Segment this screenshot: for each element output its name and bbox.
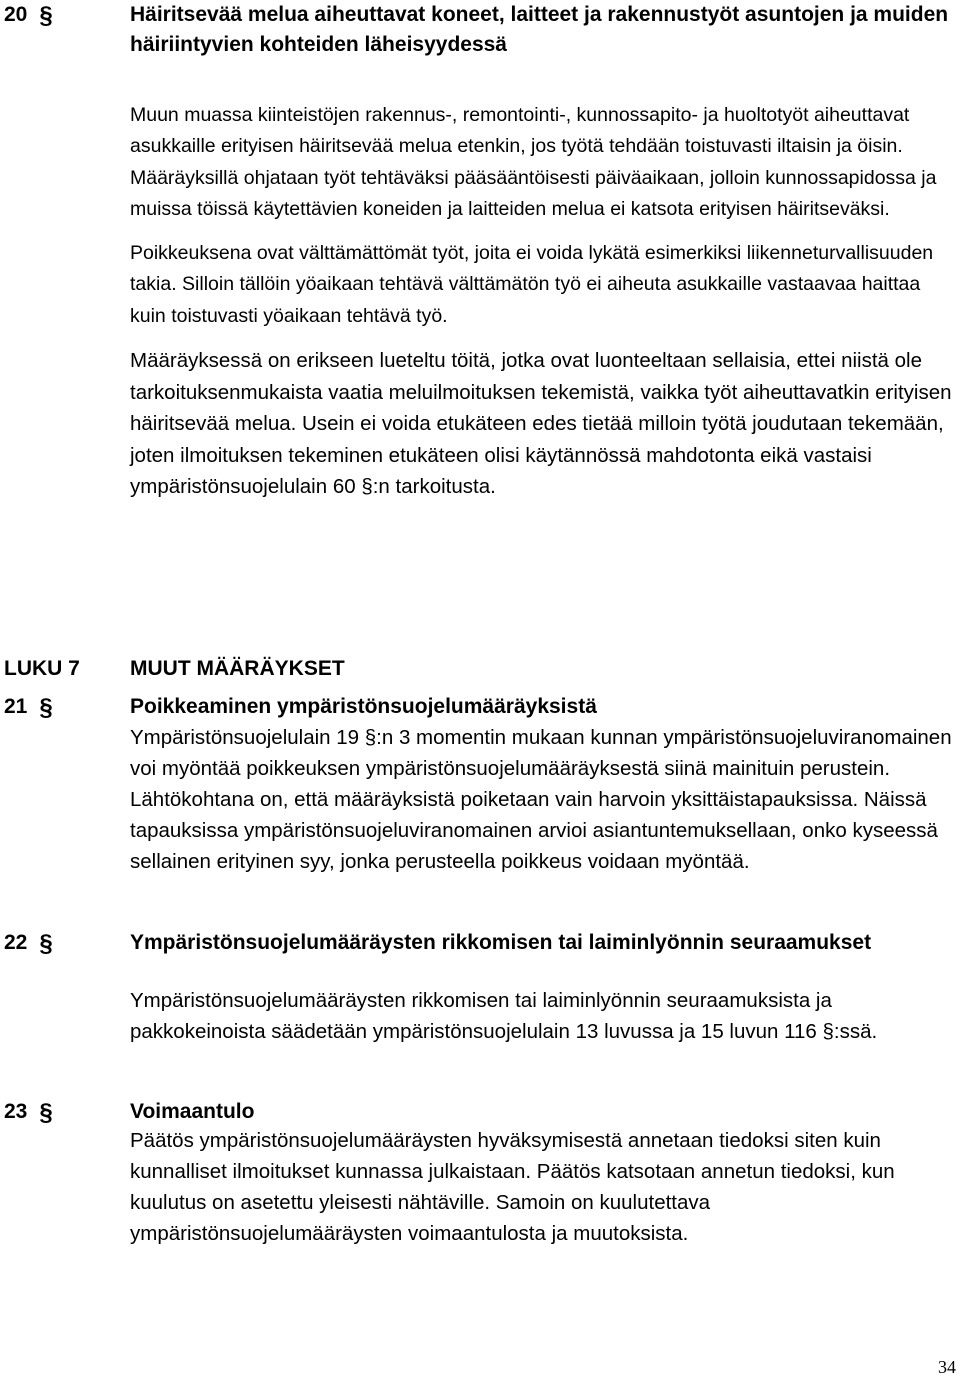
section-22-number	[4, 928, 53, 959]
section-21-number	[4, 692, 53, 723]
section-23-body: Päätös ympäristönsuojelumääräysten hyväksymisestä annetaan tiedoksi siten kuin kunnalliset ilmoitukset kunnassa julkaistaan. Päätös katsotaan annetun tiedoksi, kun kuulutus on asetettu yleisesti nähtäville. Samoin on kuulutettava ympäristönsuojelumääräysten voimaantulosta ja muutoksista.	[130, 1129, 895, 1245]
section-22-title: Ympäristönsuojelumääräysten rikkomisen tai laiminlyönnin seuraamukset	[130, 931, 872, 954]
section-20-body	[130, 100, 952, 516]
section-number-text: 23	[4, 1100, 28, 1123]
section-sign: §	[39, 2, 53, 29]
section-20-paragraph-1: Muun muassa kiinteistöjen rakennus-, remontointi-, kunnossapito- ja huoltotyöt aiheuttavat asukkaille erityisen häiritsevää melua etenkin, jos työtä tehdään toistuvasti iltaisin ja öisin. Määräyksillä ohjataan työt tehtäväksi pääsääntöisesti päiväaikaan, jolloin kunnossapidossa ja muissa töissä käytettävien koneiden ja laitteiden melua ei katsota erityisen häiritseväksi.	[130, 104, 937, 220]
section-20-paragraph-3: Määräyksessä on erikseen lueteltu töitä, jotka ovat luonteeltaan sellaisia, ettei niistä ole tarkoituksenmukaista vaatia meluilmoituksen tekemistä, vaikka työt aiheuttavatkin erityisen häiritsevää melua. Usein ei voida etukäteen edes tietää milloin työtä joudutaan tekemään, joten ilmoituksen tekeminen etukäteen olisi käytännössä mahdotonta eikä vastaisi ympäristönsuojelulain 60 §:n tarkoitusta.	[130, 349, 952, 499]
section-20-paragraph-2: Poikkeuksena ovat välttämättömät työt, joita ei voida lykätä esimerkiksi liikenneturvallisuuden takia. Silloin tällöin yöaikaan tehtävä välttämätön työ ei aiheuta asukkaille vastaavaa haittaa kuin toistuvasti yöaikaan tehtävä työ.	[130, 242, 934, 327]
section-sign: §	[39, 694, 53, 721]
chapter-title: MUUT MÄÄRÄYKSET	[130, 657, 345, 680]
section-23-title: Voimaantulo	[130, 1100, 255, 1123]
section-21-title: Poikkeaminen ympäristönsuojelumääräyksistä	[130, 695, 597, 718]
page-number: 34	[938, 1357, 956, 1377]
section-sign: §	[39, 1099, 53, 1126]
section-number-text: 21	[4, 695, 28, 718]
section-20-number	[4, 0, 53, 31]
section-23-number	[4, 1097, 53, 1128]
section-number-text: 22	[4, 931, 28, 954]
section-sign: §	[39, 930, 53, 957]
section-21-body: Ympäristönsuojelulain 19 §:n 3 momentin mukaan kunnan ympäristönsuojeluviranomainen voi myöntää poikkeuksen ympäristönsuojelumääräyksestä siinä mainituin perustein. Lähtökohtana on, että määräyksistä poiketaan vain harvoin yksittäistapauksissa. Näissä tapauksissa ympäristönsuojeluviranomainen arvioi asiantuntemuksellaan, onko kyseessä sellainen erityinen syy, jonka perusteella poikkeus voidaan myöntää.	[130, 726, 952, 873]
chapter-label: LUKU 7	[4, 657, 80, 680]
section-number-text: 20	[4, 3, 28, 26]
section-22-body: Ympäristönsuojelumääräysten rikkomisen tai laiminlyönnin seuraamuksista ja pakkokeinoista säädetään ympäristönsuojelulain 13 luvussa ja 15 luvun 116 §:ssä.	[130, 989, 878, 1043]
section-20-title: Häiritsevää melua aiheuttavat koneet, laitteet ja rakennustyöt asuntojen ja muiden häiriintyvien kohteiden läheisyydessä	[130, 3, 949, 56]
